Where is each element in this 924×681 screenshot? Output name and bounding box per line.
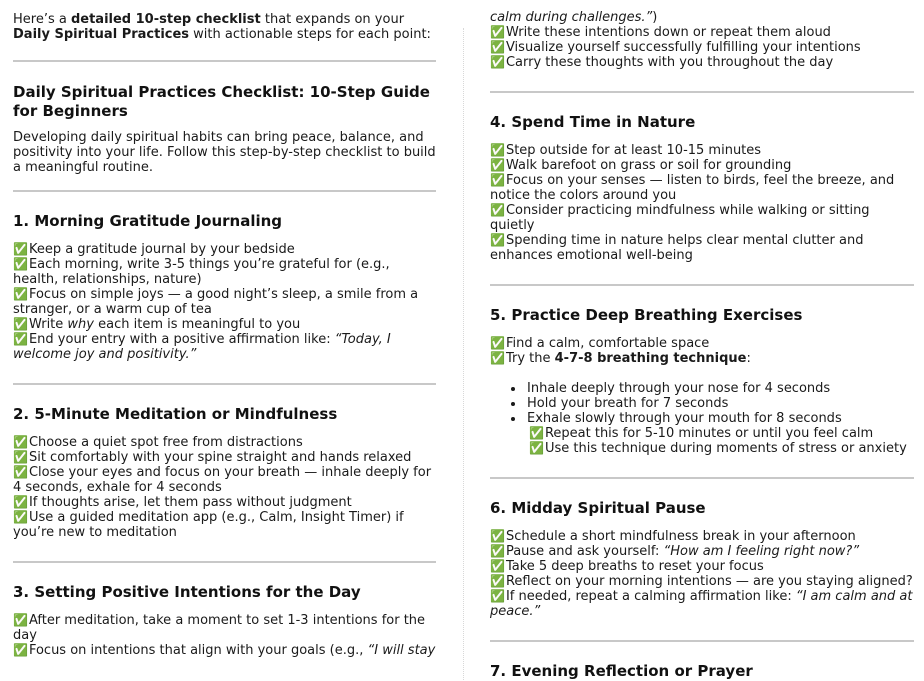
checklist-2 — [13, 435, 436, 540]
list-item: ✅Sit comfortably with your spine straight and hands relaxed — [13, 450, 412, 465]
checkmark-icon: ✅ — [490, 55, 505, 69]
horizontal-rule — [13, 60, 436, 62]
horizontal-rule — [490, 640, 914, 642]
list-item: ✅Find a calm, comfortable space — [490, 336, 710, 351]
checkmark-icon: ✅ — [13, 242, 28, 256]
breathing-steps-list — [490, 381, 914, 456]
checkmark-icon: ✅ — [490, 233, 505, 247]
checkmark-icon: ✅ — [490, 143, 505, 157]
lead-paragraph: Developing daily spiritual habits can bring peace, balance, and positivity into your life. Follow this step-by-step checklist to build a meaningful routine. — [13, 130, 436, 175]
section-heading-4: 4. Spend Time in Nature — [490, 113, 696, 131]
list-item: ✅Choose a quiet spot free from distractions — [13, 435, 303, 450]
checkmark-icon: ✅ — [490, 529, 505, 543]
horizontal-rule — [490, 477, 914, 479]
list-item: ✅Visualize yourself successfully fulfilling your intentions — [490, 40, 861, 55]
list-item: ✅Focus on your senses — listen to birds, feel the breeze, and notice the colors around you — [490, 173, 895, 203]
checklist-4 — [490, 143, 914, 263]
list-item: ✅Write these intentions down or repeat them aloud — [490, 25, 831, 40]
list-item: ✅After meditation, take a moment to set 1-3 intentions for the day — [13, 613, 426, 643]
bullet-item: • Inhale deeply through your nose for 4 seconds — [525, 381, 914, 396]
section-heading-5: 5. Practice Deep Breathing Exercises — [490, 306, 803, 324]
breathing-sub-checklist — [527, 426, 914, 456]
list-item: ✅Carry these thoughts with you throughout the day — [490, 55, 834, 70]
checkmark-icon: ✅ — [490, 40, 505, 54]
right-column — [490, 10, 914, 681]
list-item: ✅Keep a gratitude journal by your bedside — [13, 242, 295, 257]
list-item: ✅Each morning, write 3-5 things you’re grateful for (e.g., health, relationships, nature) — [13, 257, 390, 287]
list-item: ✅Spending time in nature helps clear mental clutter and enhances emotional well-being — [490, 233, 864, 263]
list-item: ✅Focus on intentions that align with your goals (e.g., “I will stay — [13, 643, 436, 658]
checklist-6 — [490, 529, 914, 619]
checkmark-icon: ✅ — [13, 332, 28, 346]
checkmark-icon: ✅ — [490, 203, 505, 217]
horizontal-rule — [13, 383, 436, 385]
checkmark-icon: ✅ — [490, 351, 505, 365]
checkmark-icon: ✅ — [13, 495, 28, 509]
list-item: ✅Use this technique during moments of stress or anxiety — [529, 441, 907, 456]
list-item: ✅Take 5 deep breaths to reset your focus — [490, 559, 764, 574]
list-item: ✅End your entry with a positive affirmation like: “Today, I welcome joy and positivity.” — [13, 332, 391, 362]
checkmark-icon: ✅ — [13, 450, 28, 464]
list-item: ✅Close your eyes and focus on your breath — inhale deeply for 4 seconds, exhale for 4 seconds — [13, 465, 432, 495]
list-item: ✅Step outside for at least 10-15 minutes — [490, 143, 762, 158]
horizontal-rule — [13, 190, 436, 192]
list-item: ✅Repeat this for 5-10 minutes or until you feel calm — [529, 426, 874, 441]
checklist-3 — [13, 613, 436, 658]
checkmark-icon: ✅ — [529, 441, 544, 455]
list-item: ✅Write why each item is meaningful to you — [13, 317, 301, 332]
checkmark-icon: ✅ — [13, 510, 28, 524]
list-item: ✅Focus on simple joys — a good night’s sleep, a smile from a stranger, or a warm cup of tea — [13, 287, 419, 317]
bullet-item: • Hold your breath for 7 seconds — [525, 396, 914, 411]
list-item: ✅If thoughts arise, let them pass without judgment — [13, 495, 352, 510]
horizontal-rule — [490, 284, 914, 286]
list-item: ✅Consider practicing mindfulness while walking or sitting quietly — [490, 203, 870, 233]
list-item: ✅Use a guided meditation app (e.g., Calm, Insight Timer) if you’re new to meditation — [13, 510, 404, 540]
horizontal-rule — [13, 561, 436, 563]
list-item: ✅Walk barefoot on grass or soil for grounding — [490, 158, 792, 173]
checklist-3-continued — [490, 25, 914, 70]
section-heading-7: 7. Evening Reflection or Prayer — [490, 662, 753, 680]
horizontal-rule — [490, 91, 914, 93]
section-heading-6: 6. Midday Spiritual Pause — [490, 499, 706, 517]
list-item: ✅Schedule a short mindfulness break in your afternoon — [490, 529, 856, 544]
list-item: ✅Reflect on your morning intentions — are you staying aligned? — [490, 574, 913, 589]
checkmark-icon: ✅ — [13, 317, 28, 331]
checkmark-icon: ✅ — [13, 287, 28, 301]
list-item: ✅If needed, repeat a calming affirmation like: “I am calm and at peace.” — [490, 589, 913, 619]
intro-paragraph: Here’s a detailed 10-step checklist that expands on your Daily Spiritual Practices with actionable steps for each point: — [13, 12, 431, 42]
checkmark-icon: ✅ — [13, 613, 28, 627]
checkmark-icon: ✅ — [490, 158, 505, 172]
checkmark-icon: ✅ — [529, 426, 544, 440]
checkmark-icon: ✅ — [490, 25, 505, 39]
checkmark-icon: ✅ — [13, 435, 28, 449]
checkmark-icon: ✅ — [490, 544, 505, 558]
list-item-continued: calm during challenges.”) — [490, 10, 658, 25]
section-heading-1: 1. Morning Gratitude Journaling — [13, 212, 283, 230]
section-heading-2: 2. 5-Minute Meditation or Mindfulness — [13, 405, 338, 423]
page-title: Daily Spiritual Practices Checklist: 10-Step Guide for Beginners — [13, 83, 430, 120]
list-item: ✅Try the 4-7-8 breathing technique: — [490, 351, 751, 366]
checklist-1 — [13, 242, 436, 362]
checkmark-icon: ✅ — [13, 465, 28, 479]
checkmark-icon: ✅ — [490, 574, 505, 588]
bullet-item: • Exhale slowly through your mouth for 8 seconds ✅Repeat this for 5-10 minutes or until you feel calm ✅Use this technique during moments of stress or anxiety — [525, 411, 914, 456]
checkmark-icon: ✅ — [13, 257, 28, 271]
checklist-5 — [490, 336, 914, 366]
checkmark-icon: ✅ — [490, 173, 505, 187]
checkmark-icon: ✅ — [13, 643, 28, 657]
list-item: ✅Pause and ask yourself: “How am I feeling right now?” — [490, 544, 860, 559]
section-heading-3: 3. Setting Positive Intentions for the Day — [13, 583, 361, 601]
column-divider — [463, 28, 464, 680]
left-column — [13, 0, 436, 658]
checkmark-icon: ✅ — [490, 336, 505, 350]
checkmark-icon: ✅ — [490, 559, 505, 573]
checkmark-icon: ✅ — [490, 589, 505, 603]
